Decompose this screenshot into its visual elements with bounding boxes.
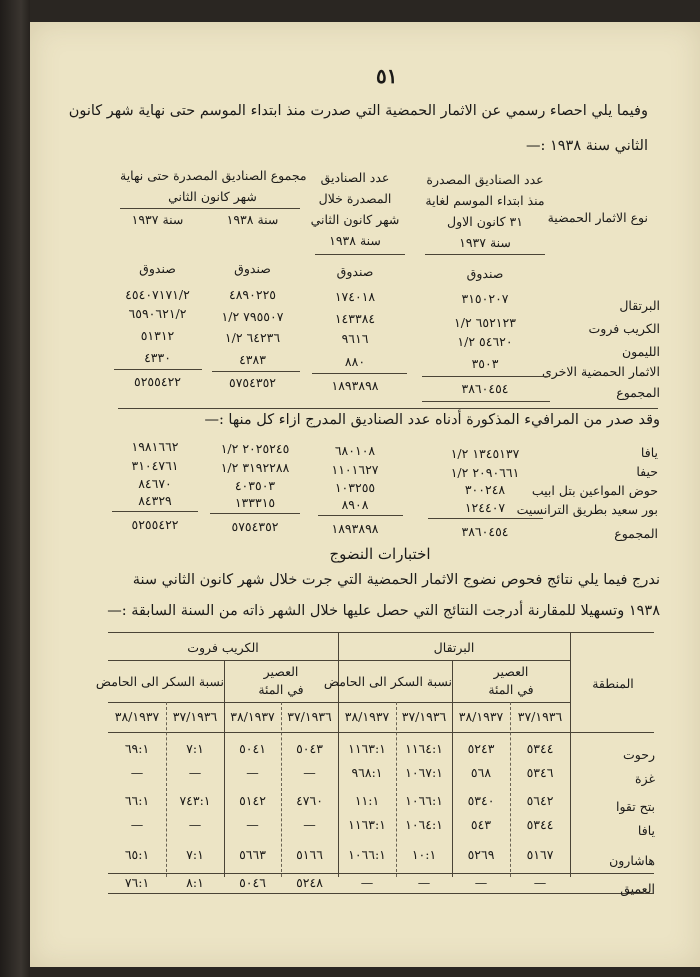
- row-label: الليمون: [621, 344, 660, 359]
- cell-jan: ٨٨٠: [344, 354, 366, 369]
- row-label: بتح تقوا: [615, 799, 655, 814]
- table3-cell: ٥٠٤٦: [239, 875, 266, 890]
- table3-cell: —: [130, 817, 144, 832]
- total-jan: ١٨٩٣٨٩٨: [331, 378, 379, 393]
- page-number: ٥١: [376, 64, 398, 88]
- row-label: حيفا: [636, 464, 658, 479]
- cell-dec: ٥٤٦٢٠ ١/٢: [457, 334, 513, 349]
- cell-c4: ١٩٨١٦٦٢: [131, 439, 179, 454]
- cell-jan: ٩٦١٦: [341, 331, 369, 346]
- cell-1937: ٥١٣١٢: [140, 328, 175, 343]
- header-total-1: مجموع الصناديق المصدرة حتى نهاية: [120, 168, 307, 183]
- table3-cell: —: [188, 817, 202, 832]
- total-label: المجموع: [614, 526, 658, 541]
- table3-cell: ٥٣٤٤: [526, 741, 554, 756]
- table3-cell: ٥٢٤٨: [296, 875, 323, 890]
- cell-c1: ٣٠٠٢٤٨: [464, 482, 506, 497]
- table3-cell: ١١٦٤:١: [405, 741, 443, 756]
- cell-1937: ٤٥٤٠٧١٧١/٢: [125, 287, 190, 302]
- table3-cell: —: [417, 875, 431, 890]
- table3-cell: ١١٦٣:١: [348, 741, 386, 756]
- table3-cell: —: [533, 875, 547, 890]
- table3-cell: ٥٦٨: [470, 765, 492, 780]
- year-col: ٣٨/١٩٣٧: [114, 709, 160, 724]
- table3-cell: ٨:١: [186, 875, 204, 890]
- table3-cell: ٦٦:١: [124, 793, 150, 808]
- unit-jan: صندوق: [336, 264, 374, 279]
- cell-jan: ١٤٣٣٨٤: [334, 311, 376, 326]
- year-col: ٣٧/١٩٣٦: [172, 709, 218, 724]
- unit-1938: صندوق: [234, 261, 271, 276]
- table3-cell: ١٠:١: [411, 847, 437, 862]
- header-orange: البرتقال: [433, 640, 475, 655]
- total-c3: ٥٧٥٤٣٥٢: [231, 519, 279, 534]
- header-grapefruit: الكريب فروت: [187, 640, 259, 655]
- table3-cell: ١٠٦٧:١: [405, 765, 443, 780]
- row-label: الكريب فروت: [588, 321, 660, 336]
- header-orange-ratio: نسبة السكر الى الحامض: [323, 674, 452, 689]
- year-col: ٣٧/١٩٣٦: [401, 709, 447, 724]
- total-c1: ٣٨٦٠٤٥٤: [461, 524, 509, 539]
- row-label: حوض المواعين بتل ابيب: [531, 483, 658, 498]
- table3-cell: ٥٢٤٣: [467, 741, 495, 756]
- table3-cell: ٥١٤٢: [239, 793, 266, 808]
- cell-c4: ٨٤٣٢٩: [138, 493, 172, 508]
- row-label: رحوت: [623, 747, 655, 762]
- row-label: يافا: [640, 445, 658, 460]
- cell-1937: ٤٣٣٠: [144, 350, 171, 365]
- row-label: العميق: [620, 881, 655, 896]
- year-col: ٣٧/١٩٣٦: [517, 709, 563, 724]
- cell-1938: ٤٨٩٠٢٢٥: [229, 287, 276, 302]
- table3-cell: ٥٦٤٢: [526, 793, 554, 808]
- table3-cell: ٧:١: [186, 741, 204, 756]
- cell-1938: ٧٩٥٥٠٧ ١/٢: [221, 309, 284, 324]
- header-region: المنطقة: [592, 676, 634, 691]
- cell-dec: ٣١٥٠٢٠٧: [461, 291, 509, 306]
- table3-cell: —: [246, 817, 259, 832]
- total-dec: ٣٨٦٠٤٥٤: [461, 381, 509, 396]
- table3-cell: ٥١٦٧: [526, 847, 554, 862]
- cell-c3: ٤٠٣٥٠٣: [234, 478, 276, 493]
- table3-cell: ٦٥:١: [124, 847, 150, 862]
- cell-c2: ١٠٣٢٥٥: [334, 480, 376, 495]
- header-dec-1: عدد الصناديق المصدرة: [426, 172, 544, 187]
- intro-line-2: الثاني سنة ١٩٣٨ :—: [525, 138, 648, 154]
- table3-cell: ٥١٦٦: [296, 847, 323, 862]
- unit-dec: صندوق: [466, 266, 504, 281]
- cell-1937: ٦٥٩٠٦٢١/٢: [128, 306, 187, 321]
- total-label: المجموع: [616, 385, 660, 400]
- cell-c1: ١٣٤٥١٣٧ ١/٢: [450, 446, 520, 461]
- header-dec-3: ٣١ كانون الاول: [447, 214, 523, 229]
- table3-cell: —: [303, 817, 316, 832]
- header-total-2: شهر كانون الثاني: [168, 189, 257, 204]
- cell-jan: ١٧٤٠١٨: [334, 289, 376, 304]
- header-orange-juice-1: العصير: [493, 664, 529, 679]
- header-dec-4: سنة ١٩٣٧: [459, 235, 511, 250]
- cell-1938: ٤٣٨٣: [239, 352, 266, 367]
- cell-dec: ٦٥٢١٢٣ ١/٢: [454, 315, 516, 330]
- header-jan-1: عدد الصناديق: [320, 170, 390, 185]
- unit-1937: صندوق: [139, 261, 176, 276]
- cell-c2: ٦٨٠١٠٨: [334, 443, 376, 458]
- row-label: غزة: [635, 771, 655, 786]
- row-label: يافا: [637, 823, 655, 838]
- ripeness-line-2: ١٩٣٨ وتسهيلا للمقارنة أدرجت النتائج التي حصل عليها خلال الشهر ذاته من السنة السابقة :—: [107, 603, 660, 619]
- year-col: ٣٧/١٩٣٦: [287, 709, 332, 724]
- cell-c3: ٢٠٢٥٢٤٥ ١/٢: [220, 441, 290, 456]
- table3-cell: ٦٩:١: [124, 741, 150, 756]
- intro-line-1: وفيما يلي احصاء رسمي عن الاثمار الحمضية التي صدرت منذ ابتداء الموسم حتى نهاية شهر كانون: [68, 103, 648, 119]
- header-year-1937: سنة ١٩٣٧: [131, 212, 184, 227]
- table3-cell: —: [130, 765, 144, 780]
- total-1938: ٥٧٥٤٣٥٢: [229, 375, 276, 390]
- table3-cell: ١١٦٣:١: [348, 817, 386, 832]
- year-col: ٣٨/١٩٣٧: [230, 709, 275, 724]
- header-fruit-type: نوع الاثمار الحمضية: [547, 210, 648, 225]
- cell-c3: ١٣٣٣١٥: [234, 495, 276, 510]
- table3-cell: ٥٦٦٣: [239, 847, 266, 862]
- header-jan-2: المصدرة خلال: [318, 191, 392, 206]
- table3-cell: ١٠٦٦:١: [348, 847, 386, 862]
- cell-c4: ٣١٠٤٧٦١: [131, 458, 179, 473]
- book-spine: [0, 0, 30, 977]
- row-label: هاشارون: [609, 853, 655, 868]
- table3-cell: ١١:١: [354, 793, 380, 808]
- header-grapefruit-ratio: نسبة السكر الى الحامض: [95, 674, 224, 689]
- header-jan-3: شهر كانون الثاني: [310, 212, 400, 227]
- table3-cell: ٥٤٣: [470, 817, 492, 832]
- table3-cell: —: [303, 765, 316, 780]
- table3-cell: ٥٠٤١: [239, 741, 266, 756]
- year-col: ٣٨/١٩٣٧: [458, 709, 504, 724]
- header-grapefruit-juice-2: في المئة: [258, 682, 304, 697]
- row-label: البرتقال: [619, 298, 660, 313]
- header-year-1938: سنة ١٩٣٨: [226, 212, 279, 227]
- table3-cell: ٥٣٤٦: [526, 765, 554, 780]
- table3-cell: —: [246, 765, 259, 780]
- cell-c2: ٨٩٠٨: [341, 497, 369, 512]
- table3-cell: ٤٧٦٠: [296, 793, 323, 808]
- total-c4: ٥٢٥٥٤٢٢: [131, 517, 179, 532]
- row-label: الاثمار الحمضية الاخرى: [542, 364, 660, 379]
- table3-cell: ٥٠٤٣: [296, 741, 323, 756]
- header-orange-juice-2: في المئة: [488, 682, 534, 697]
- table3-cell: ٥٣٤٤: [526, 817, 554, 832]
- table3-cell: ١٠٦٦:١: [405, 793, 443, 808]
- ripeness-line-1: ندرج فيما يلي نتائج فحوص نضوج الاثمار الحمضية التي جرت خلال شهر كانون الثاني سنة: [132, 572, 660, 588]
- header-dec-2: منذ ابتداء الموسم لغاية: [425, 193, 545, 208]
- table3-cell: —: [188, 765, 202, 780]
- year-col: ٣٨/١٩٣٧: [344, 709, 390, 724]
- header-grapefruit-juice-1: العصير: [263, 664, 299, 679]
- row-label: بور سعيد بطريق الترانسيت: [516, 502, 658, 517]
- table3-cell: ٩٦٨:١: [351, 765, 383, 780]
- cell-c4: ٨٤٦٧٠: [138, 476, 172, 491]
- cell-c1: ٢٠٩٠٦٦١ ١/٢: [450, 465, 520, 480]
- cell-dec: ٣٥٠٣: [471, 356, 499, 371]
- cell-1938: ٦٤٢٣٦ ١/٢: [224, 330, 281, 345]
- ports-intro: وقد صدر من المرافيء المذكورة أدناه عدد الصناديق المدرج ازاء كل منها :—: [204, 412, 660, 428]
- cell-c1: ١٢٤٤٠٧: [464, 500, 506, 515]
- header-jan-4: سنة ١٩٣٨: [329, 233, 381, 248]
- table3-cell: ١٠٦٤:١: [405, 817, 443, 832]
- total-c2: ١٨٩٣٨٩٨: [331, 521, 379, 536]
- table3-cell: ٥٣٤٠: [467, 793, 495, 808]
- cell-c3: ٣١٩٢٢٨٨ ١/٢: [220, 460, 290, 475]
- section-title: اختبارات النضوج: [329, 545, 431, 563]
- table3-cell: ٧٦:١: [124, 875, 150, 890]
- table3-cell: —: [360, 875, 374, 890]
- table3-cell: —: [474, 875, 488, 890]
- total-1937: ٥٢٥٥٤٢٢: [134, 374, 181, 389]
- table3-cell: ٧:١: [186, 847, 204, 862]
- table3-cell: ٧٤٣:١: [179, 793, 211, 808]
- cell-c2: ١١٠١٦٢٧: [331, 462, 379, 477]
- table3-cell: ٥٢٦٩: [467, 847, 495, 862]
